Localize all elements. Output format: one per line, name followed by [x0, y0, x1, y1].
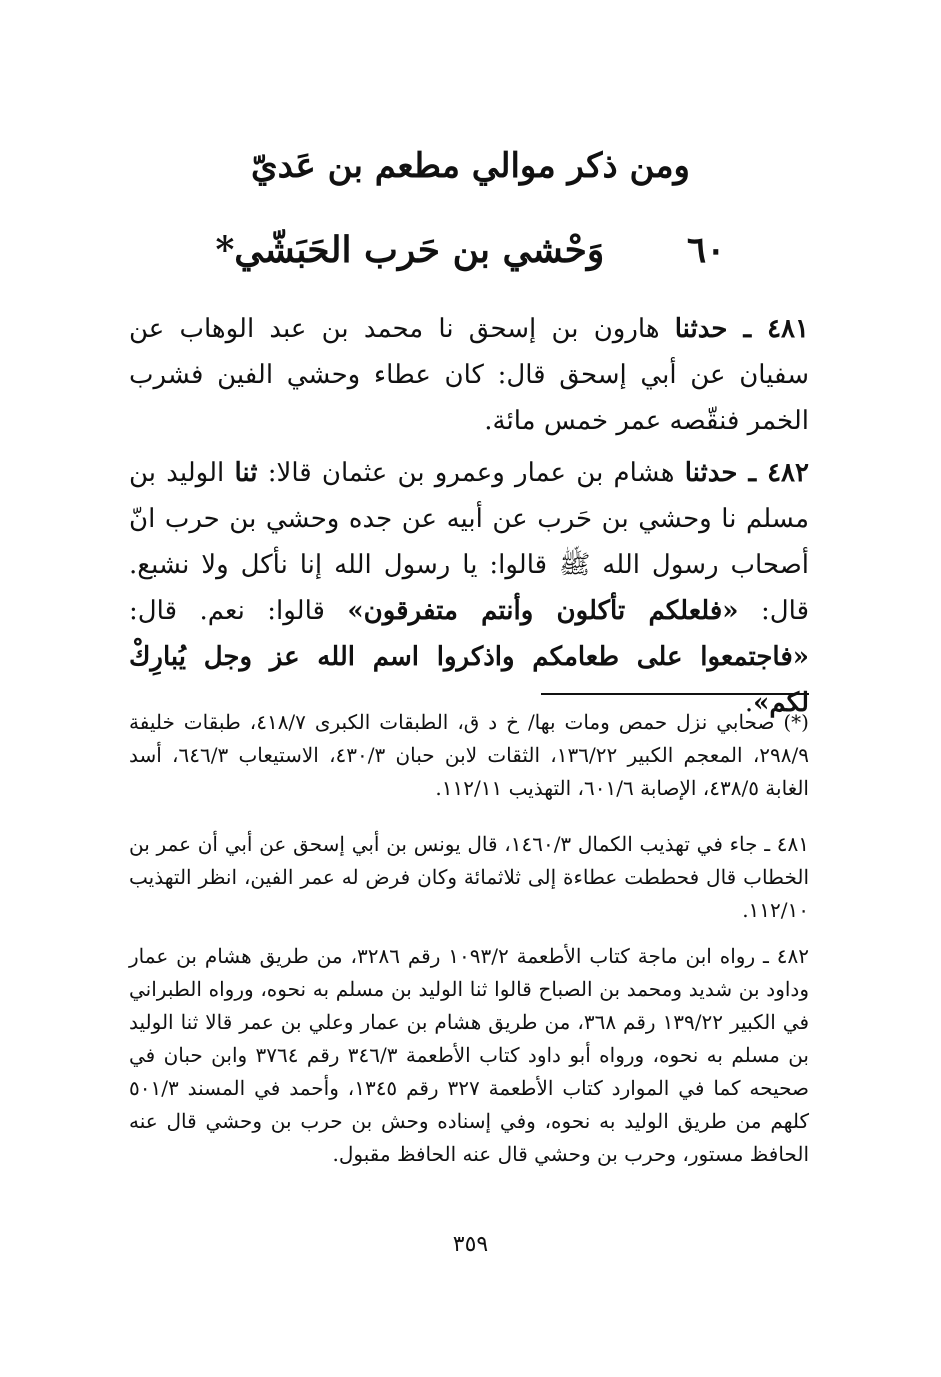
- hadith-482-thana: ثنا: [234, 458, 258, 488]
- footnote-biography: (*) صحابي نزل حمص ومات بها/ خ د ق، الطبقات الكبرى ٤١٨/٧، طبقات خليفة ٢٩٨/٩، المعجم الكبير ١٣٦/٢٢، الثقات لابن حبان ٤٣٠/٣، الاستيعاب ٦٤٦/٣، أسد الغابة ٤٣٨/٥، الإصابة ٦٠١/٦، التهذيب ١١٢/١١.: [129, 710, 809, 800]
- prophet-quote-1: «فلعلكم تأكلون وأنتم متفرقون»: [347, 596, 739, 626]
- hadith-482-text-a: هشام بن عمار وعمرو بن عثمان قالا:: [257, 458, 685, 488]
- footnote-482: ٤٨٢ ـ رواه ابن ماجة كتاب الأطعمة ١٠٩٣/٢ رقم ٣٢٨٦، من طريق هشام بن عمار وداود بن شديد ومحمد بن الصباح قالوا ثنا الوليد بن مسلم به نحوه، ورواه الطبراني في الكبير ١٣٩/٢٢ رقم ٣٦٨، من طريق هشام بن عمار وعلي بن عمر قالا ثنا الوليد بن مسلم به نحوه، ورواه أبو داود كتاب الأطعمة ٣٤٦/٣ رقم ٣٧٦٤ وابن حبان في صحيحه كما في الموارد كتاب الأطعمة ٣٢٧ رقم ١٣٤٥، وأحمد في المسند ٥٠١/٣ كلهم من طريق الوليد به نحوه، وفي إسناده وحش بن حرب بن وحشي قال عنه الحافظ مستور، وحرب بن وحشي قال عنه الحافظ مقبول.: [129, 944, 810, 1166]
- section-number: ٦٠: [686, 229, 726, 271]
- footnote-481: ٤٨١ ـ جاء في تهذيب الكمال ١٤٦٠/٣، قال يونس بن أبي إسحق عن أبي أن عمر بن الخطاب قال فحططت عطاءة إلى ثلاثمائة وكان فرض له عمر الفين، انظر التهذيب ١١٢/١٠.: [129, 832, 809, 922]
- footnote-divider: [541, 693, 809, 695]
- hadith-481-lead: ٤٨١ ـ حدثنا: [674, 314, 809, 344]
- hadith-482-text-b: الوليد بن مسلم نا وحشي بن حَرب عن أبيه عن جده وحشي بن حرب انّ أصحاب رسول الله ﷺ قالوا: يا رسول الله إنا نأكل ولا نشبع. قال:: [129, 458, 810, 626]
- prophet-quote-2: «فاجتمعوا على طعامكم واذكروا اسم الله عز وجل يُبارِكْ لكم»: [129, 642, 809, 718]
- hadith-481: [129, 306, 809, 444]
- hadith-481-text: هارون بن إسحق نا محمد بن عبد الوهاب عن سفيان عن أبي إسحق قال: كان عطاء وحشي الفين فشرب الخمر فنقّصه عمر خمس مائة.: [129, 314, 809, 436]
- hadith-482-text-d: .: [744, 688, 754, 718]
- chapter-title: ومن ذكر موالي مطعم بن عَديّ: [251, 146, 690, 186]
- hadith-482: [129, 450, 809, 726]
- hadith-482-lead: ٤٨٢ ـ حدثنا: [684, 458, 809, 488]
- hadith-482-text-c: قالوا: نعم. قال:: [129, 596, 348, 626]
- section-name: وَحْشي بن حَرب الحَبَشّي*: [215, 229, 605, 271]
- page-number: ٣٥٩: [452, 1232, 489, 1257]
- section-heading: [0, 222, 941, 278]
